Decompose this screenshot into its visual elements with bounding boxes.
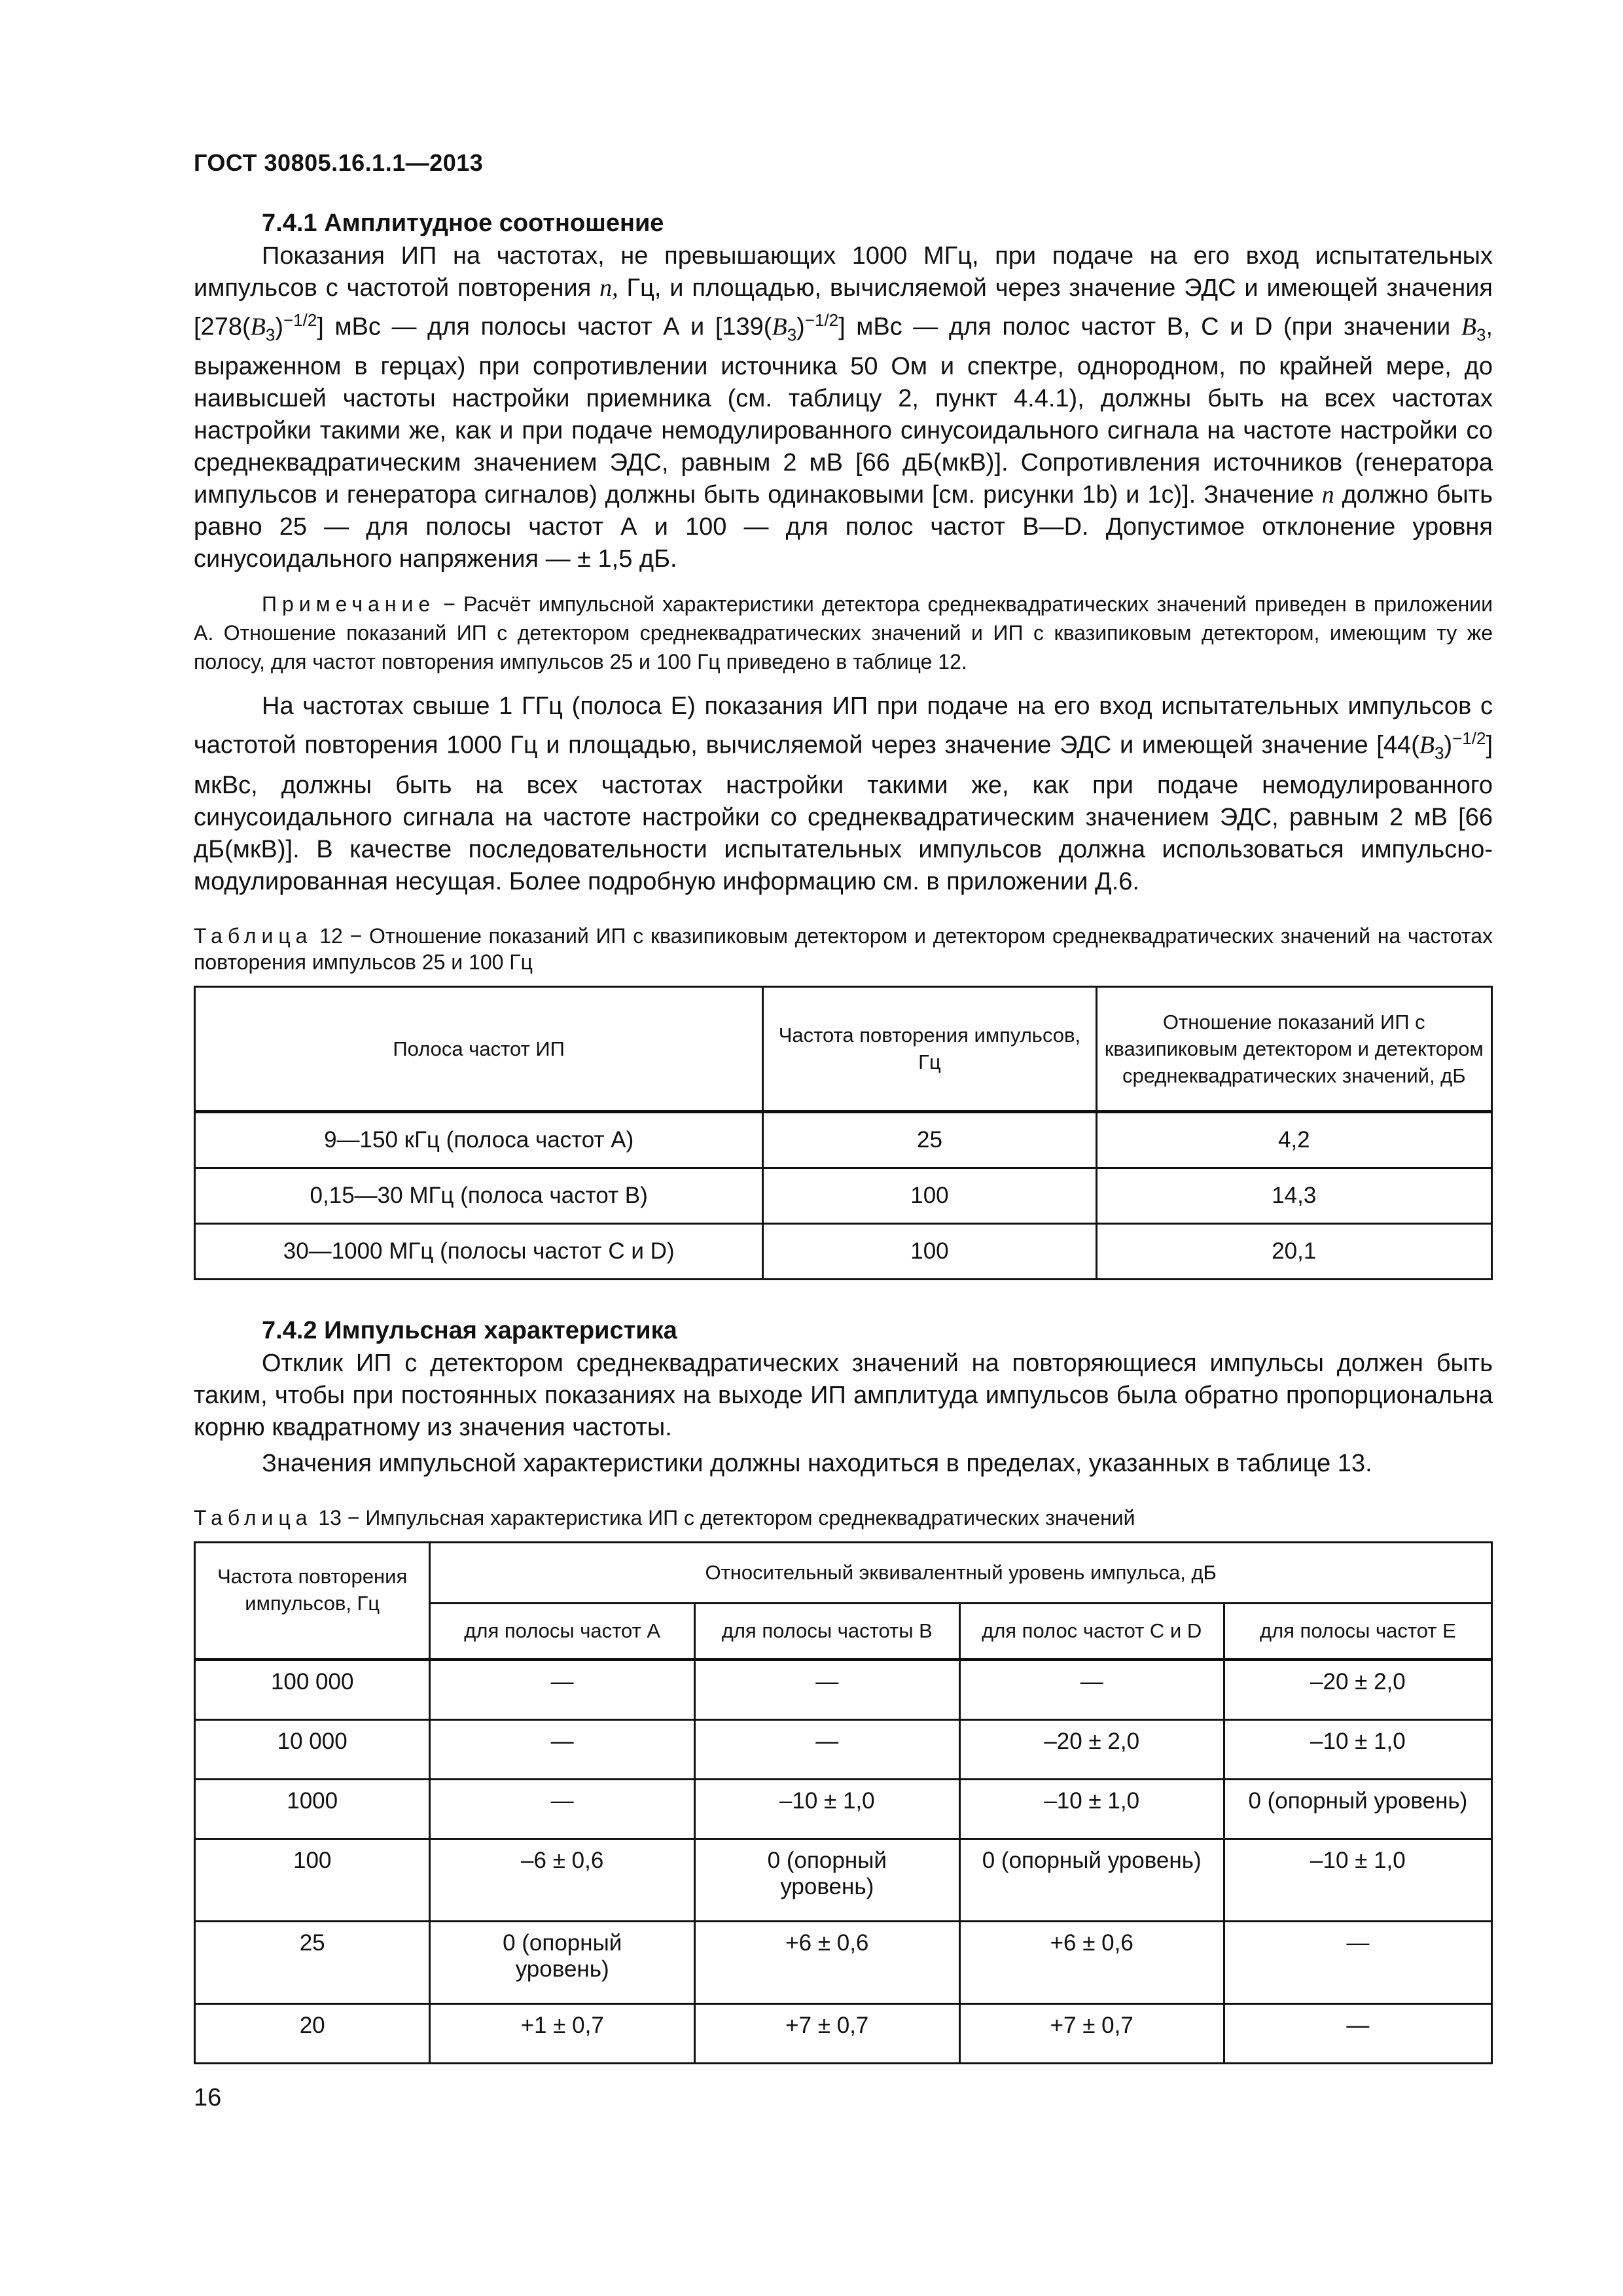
table-row	[195, 2003, 1492, 2063]
table-row	[195, 1168, 1492, 1223]
document-page	[194, 149, 1493, 2112]
table-cell: —	[959, 1659, 1224, 1719]
table-cell: 9—150 кГц (полоса частот А)	[195, 1111, 763, 1168]
table-cell: +7 ± 0,7	[694, 2003, 959, 2063]
table-header-cell: для полосы частот А	[430, 1603, 695, 1659]
table-cell: 100	[195, 1839, 430, 1921]
table-cell: 20	[195, 2003, 430, 2063]
table-cell: 1000	[195, 1779, 430, 1839]
table-row	[195, 1111, 1492, 1168]
table-cell: —	[694, 1719, 959, 1779]
table-header-cell: Частота повторения импульсов, Гц	[195, 1542, 430, 1659]
table-cell: 30—1000 МГц (полосы частот С и D)	[195, 1223, 763, 1279]
table-header-cell: Отношение показаний ИП с квазипиковым детектором и детектором среднеквадратических значений, дБ	[1096, 986, 1491, 1111]
table-cell: 14,3	[1096, 1168, 1491, 1223]
table-cell: —	[430, 1659, 695, 1719]
table-cell: 0 (опорный уровень)	[959, 1839, 1224, 1921]
table-cell: +6 ± 0,6	[694, 1921, 959, 2003]
table-cell: 4,2	[1096, 1111, 1491, 1168]
table-cell: –10 ± 1,0	[1224, 1719, 1491, 1779]
table-13	[194, 1541, 1493, 2064]
table-cell: 0 (опорный уровень)	[430, 1921, 695, 2003]
note: Примечание − Расчёт импульсной характеристики детектора среднеквадратических значений приведен в приложении А. Отношение показаний ИП с детектором среднеквадратических значений и ИП с квазипиковым детектором, имеющим ту же полосу, для частот повторения импульсов 25 и 100 Гц приведено в таблице 12.	[194, 592, 1493, 674]
section-7-4-1-title: 7.4.1 Амплитудное соотношение	[262, 209, 664, 237]
document-header: ГОСТ 30805.16.1.1—2013	[194, 149, 484, 176]
table-header-cell: Относительный эквивалентный уровень импульса, дБ	[430, 1542, 1492, 1603]
section-7-4-1-paragraph-1: Показания ИП на частотах, не превышающих 1000 МГц, при подаче на его вход испытательных импульсов с частотой повторения n, Гц, и площадью, вычисляемой через значение ЭДС и имеющей значения $[278(B_3)^{-1/2}]$ мВс — для полосы частот А и $[139(B_3)^{-1/2}]$ мВс — для полос частот В, С и D (при значении $B_3$, выраженном в герцах) при сопротивлении источника 50 Ом и спектре, однородном, по крайней мере, до наивысшей частоты настройки приемника (см. таблицу 2, пункт 4.4.1), должны быть на всех частотах настройки такими же, как и при подаче немодулированного синусоидального сигнала на частоте настройки со среднеквадратическим значением ЭДС, равным 2 мВ [66 дБ(мкВ)]. Сопротивления источников (генератора импульсов и генератора сигналов) должны быть одинаковыми [см. рисунки 1b) и 1c)]. Значение n должно быть равно 25 — для полосы частот А и 100 — для полос частот В—D. Допустимое отклонение уровня синусоидального напряжения — ± 1,5 дБ.	[194, 242, 1493, 573]
table-cell: 25	[195, 1921, 430, 2003]
section-7-4-1-paragraph-2: На частотах свыше 1 ГГц (полоса Е) показания ИП при подаче на его вход испытательных импульсов с частотой повторения 1000 Гц и площадью, вычисляемой через значение ЭДС и имеющей значение $[44(B_3)^{-1/2}]$ мкВс, должны быть на всех частотах настройки такими же, как при подаче немодулированного синусоидального сигнала на частоте настройки со среднеквадратическим значением ЭДС, равным 2 мВ [66 дБ(мкВ)]. В качестве последовательности испытательных импульсов должна использоваться импульсно-модулированная несущая. Более подробную информацию см. в приложении Д.6.	[194, 692, 1493, 895]
table-header-cell: Полоса частот ИП	[195, 986, 763, 1111]
table-cell: —	[430, 1779, 695, 1839]
table-cell: 10 000	[195, 1719, 430, 1779]
table-cell: 0 (опорный уровень)	[694, 1839, 959, 1921]
table-header-cell: для полосы частот Е	[1224, 1603, 1491, 1659]
table-header-cell: для полос частот С и D	[959, 1603, 1224, 1659]
table-cell: –10 ± 1,0	[959, 1779, 1224, 1839]
table-cell: 100	[763, 1223, 1096, 1279]
table-cell: +6 ± 0,6	[959, 1921, 1224, 2003]
table-12-caption: Таблица 12 − Отношение показаний ИП с квазипиковым детектором и детектором среднеквадратических значений на частотах повторения импульсов 25 и 100 Гц	[194, 924, 1493, 974]
table-header-cell: Частота повторения импульсов, Гц	[763, 986, 1096, 1111]
table-cell: +1 ± 0,7	[430, 2003, 695, 2063]
table-cell: 25	[763, 1111, 1096, 1168]
table-cell: 100	[763, 1168, 1096, 1223]
table-row	[195, 1659, 1492, 1719]
table-cell: —	[1224, 2003, 1491, 2063]
table-cell: +7 ± 0,7	[959, 2003, 1224, 2063]
table-row	[195, 1779, 1492, 1839]
table-cell: 100 000	[195, 1659, 430, 1719]
table-row	[195, 1719, 1492, 1779]
table-cell: —	[430, 1719, 695, 1779]
table-cell: 0,15—30 МГц (полоса частот В)	[195, 1168, 763, 1223]
table-row	[195, 1839, 1492, 1921]
table-13-caption: Таблица 13 − Импульсная характеристика ИП с детектором среднеквадратических значений	[194, 1505, 1135, 1530]
table-cell: —	[1224, 1921, 1491, 2003]
section-7-4-2-paragraph-1: Отклик ИП с детектором среднеквадратических значений на повторяющиеся импульсы должен быть таким, чтобы при постоянных показаниях на выходе ИП амплитуда импульсов была обратно пропорциональна корню квадратному из значения частоты.	[194, 1349, 1493, 1441]
table-cell: 20,1	[1096, 1223, 1491, 1279]
table-cell: 0 (опорный уровень)	[1224, 1779, 1491, 1839]
table-header-cell: для полосы частоты В	[694, 1603, 959, 1659]
section-7-4-2-title: 7.4.2 Импульсная характеристика	[262, 1316, 677, 1344]
table-cell: –20 ± 2,0	[959, 1719, 1224, 1779]
table-row	[195, 1921, 1492, 2003]
table-12	[194, 986, 1493, 1280]
table-cell: –10 ± 1,0	[694, 1779, 959, 1839]
table-cell: —	[694, 1659, 959, 1719]
table-row	[195, 1223, 1492, 1279]
section-7-4-2-paragraph-2: Значения импульсной характеристики должны находиться в пределах, указанных в таблице 13.	[262, 1449, 1372, 1477]
table-cell: –6 ± 0,6	[430, 1839, 695, 1921]
table-cell: –10 ± 1,0	[1224, 1839, 1491, 1921]
table-cell: –20 ± 2,0	[1224, 1659, 1491, 1719]
page-number: 16	[194, 2083, 222, 2111]
